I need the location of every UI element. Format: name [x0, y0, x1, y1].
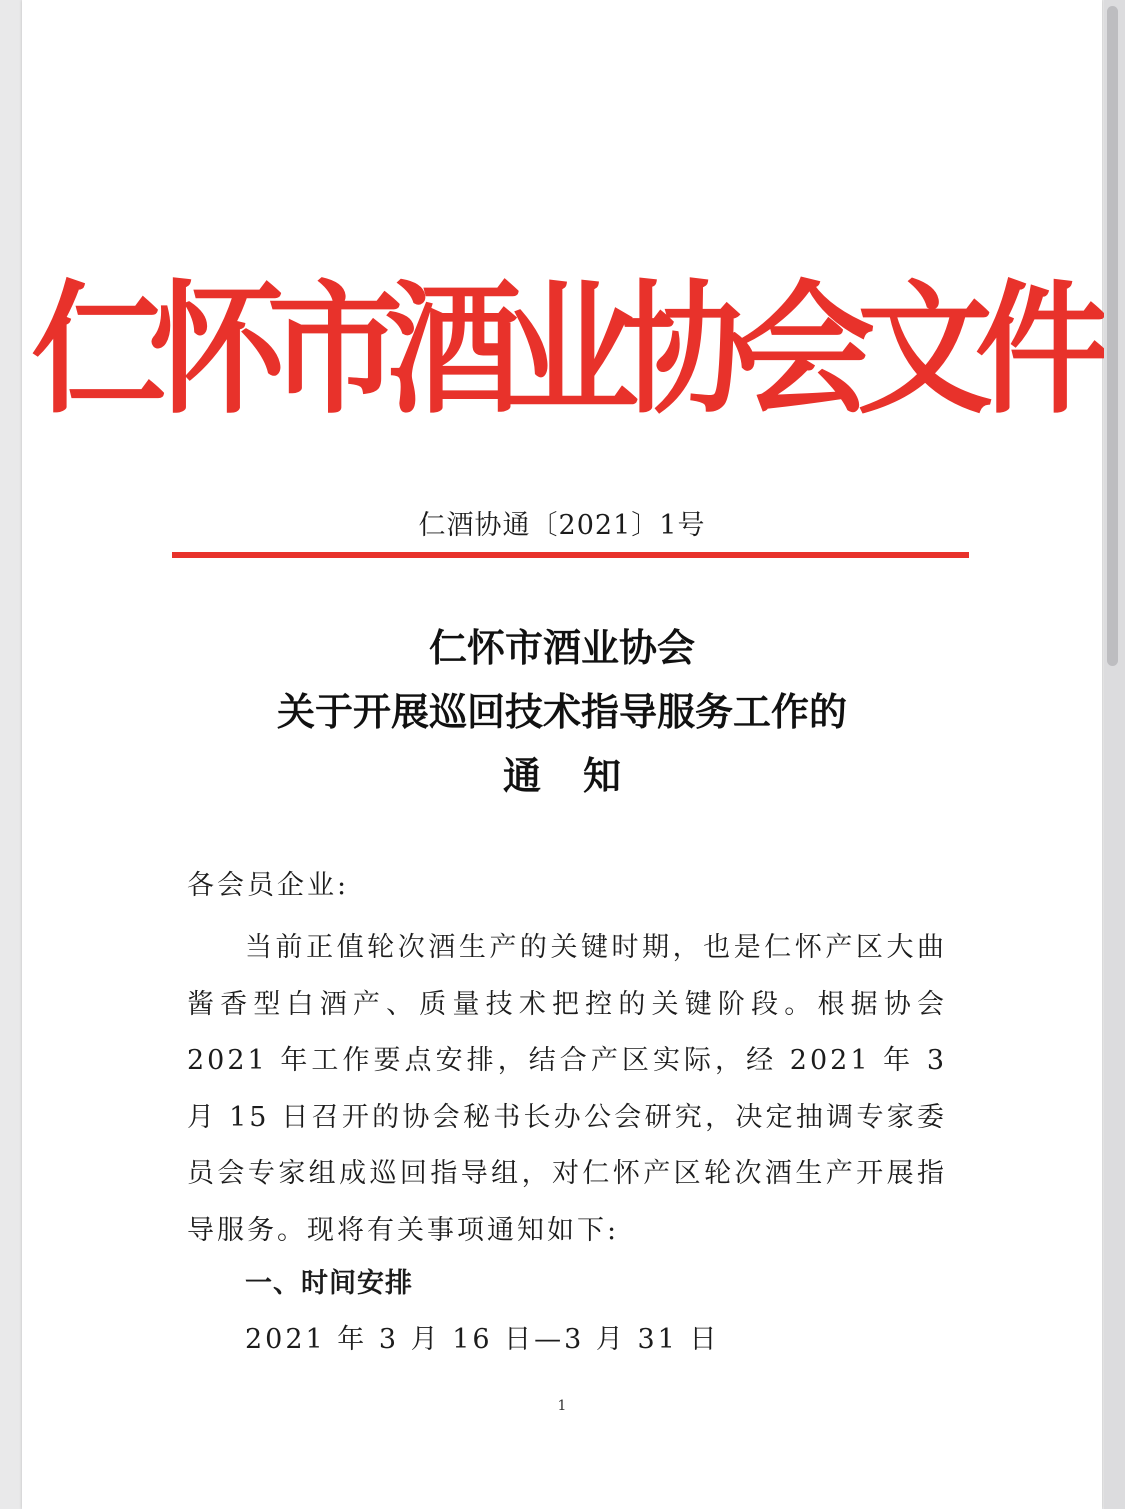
notice-title-line-2: 关于开展巡回技术指导服务工作的: [276, 689, 847, 734]
scrollbar-thumb[interactable]: [1107, 6, 1118, 666]
section-date-range: 2021 年 3 月 16 日—3 月 31 日: [245, 1324, 720, 1355]
page-number: 1: [557, 1398, 567, 1414]
document-number: 仁酒协通〔2021〕1号: [418, 510, 706, 541]
notice-title-line-3: 通知: [502, 753, 663, 798]
notice-title-line-1: 仁怀市酒业协会: [428, 625, 695, 670]
red-divider-line: [172, 552, 969, 558]
masthead-title: 仁怀市酒业协会文件: [31, 266, 1093, 434]
section-heading-time: 一、时间安排: [245, 1268, 413, 1299]
salutation: 各会员企业:: [187, 870, 350, 901]
body-paragraph: 当前正值轮次酒生产的关键时期，也是仁怀产区大曲酱香型白酒产、质量技术把控的关键阶段。根据协会 2021 年工作要点安排，结合产区实际，经 2021 年 3 月 15 日召开的协会秘书长办公会研究，决定抽调专家委员会专家组成巡回指导组，对仁怀产区轮次酒生产开展指导服务。现将有关事项通知如下:: [187, 932, 947, 1246]
